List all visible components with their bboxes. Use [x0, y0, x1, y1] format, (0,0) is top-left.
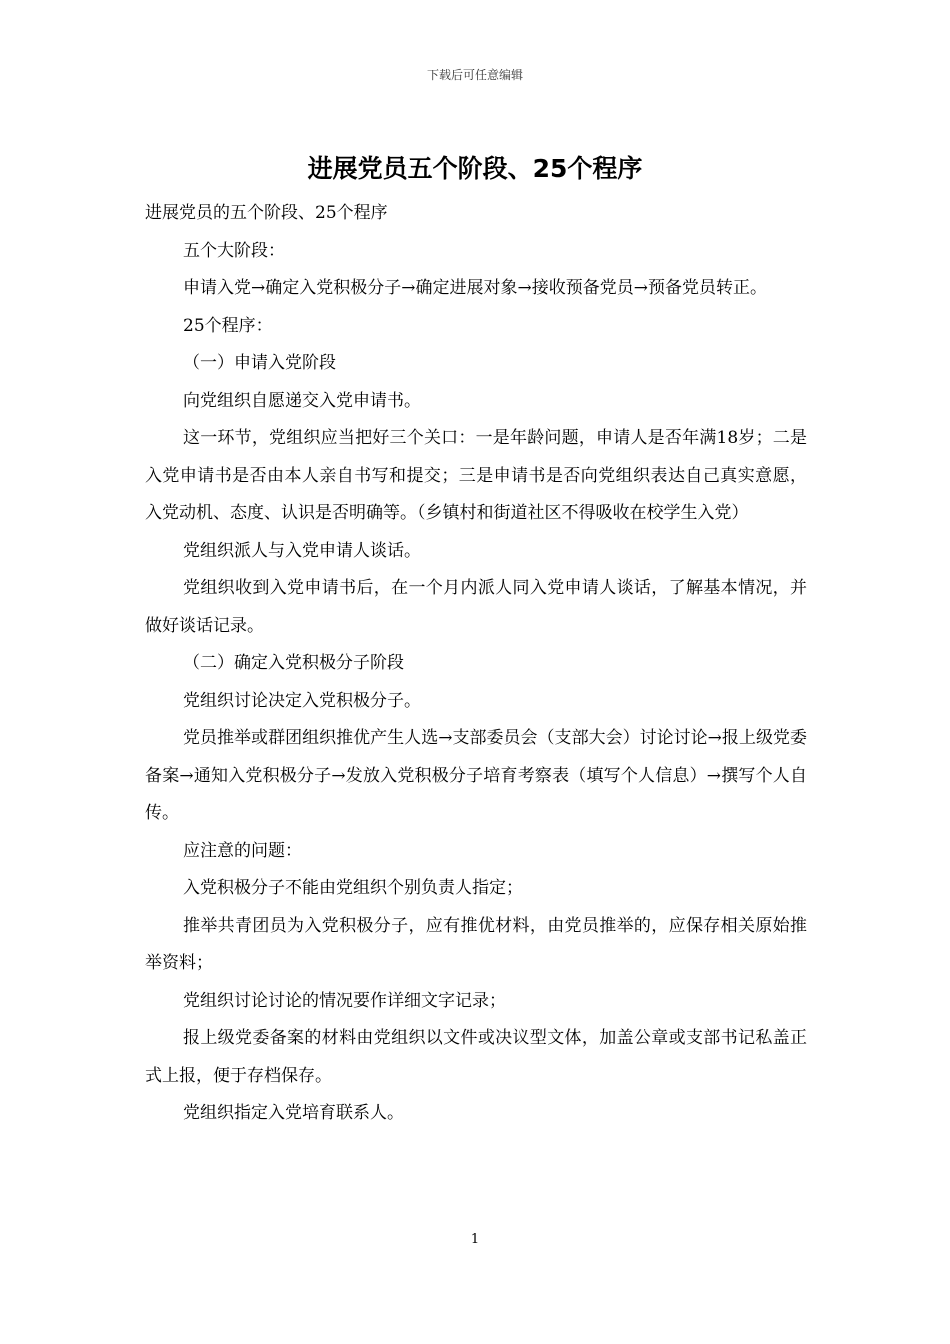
- paragraph: 五个大阶段：: [183, 240, 285, 261]
- paragraph: 推举共青团员为入党积极分子，应有推优材料，由党员推举的，应保存相关原始推举资料；: [145, 915, 807, 973]
- document-title: 进展党员五个阶段、25个程序: [307, 154, 643, 183]
- paragraph-subtitle: 进展党员的五个阶段、25个程序: [145, 203, 388, 223]
- paragraph: 党组织讨论讨论的情况要作详细文字记录；: [183, 990, 506, 1011]
- paragraph: 党组织收到入党申请书后，在一个月内派人同入党申请人谈话，了解基本情况，并做好谈话记录。: [145, 578, 807, 636]
- paragraph: 党组织派人与入党申请人谈话。: [183, 540, 421, 561]
- page-number: 1: [470, 1232, 480, 1247]
- paragraph: 入党积极分子不能由党组织个别负责人指定；: [183, 878, 523, 898]
- paragraph: 这一环节，党组织应当把好三个关口：一是年龄问题，申请人是否年满18岁；二是入党申请书是否由本人亲自书写和提交；三是申请书是否向党组织表达自己真实意愿，入党动机、态度、认识是否明确等。（乡镇村和街道社区不得吸收在校学生入党）: [145, 428, 807, 523]
- document-body: [145, 195, 807, 1133]
- paragraph: 报上级党委备案的材料由党组织以文件或决议型文体，加盖公章或支部书记私盖正式上报，便于存档保存。: [145, 1028, 807, 1086]
- paragraph: 党组织指定入党培育联系人。: [183, 1103, 404, 1123]
- paragraph: 应注意的问题：: [183, 840, 302, 861]
- paragraph: 25个程序：: [183, 315, 273, 336]
- paragraph: 党员推举或群团组织推优产生人选→支部委员会（支部大会）讨论讨论→报上级党委备案→通知入党积极分子→发放入党积极分子培育考察表（填写个人信息）→撰写个人自传。: [145, 728, 807, 823]
- page-header: 下载后可任意编辑: [426, 68, 523, 82]
- paragraph: 申请入党→确定入党积极分子→确定进展对象→接收预备党员→预备党员转正。: [183, 278, 767, 298]
- section-heading: （一）申请入党阶段: [183, 353, 336, 373]
- paragraph: 党组织讨论决定入党积极分子。: [183, 690, 421, 711]
- section-heading: （二）确定入党积极分子阶段: [183, 653, 404, 673]
- paragraph: 向党组织自愿递交入党申请书。: [183, 390, 421, 411]
